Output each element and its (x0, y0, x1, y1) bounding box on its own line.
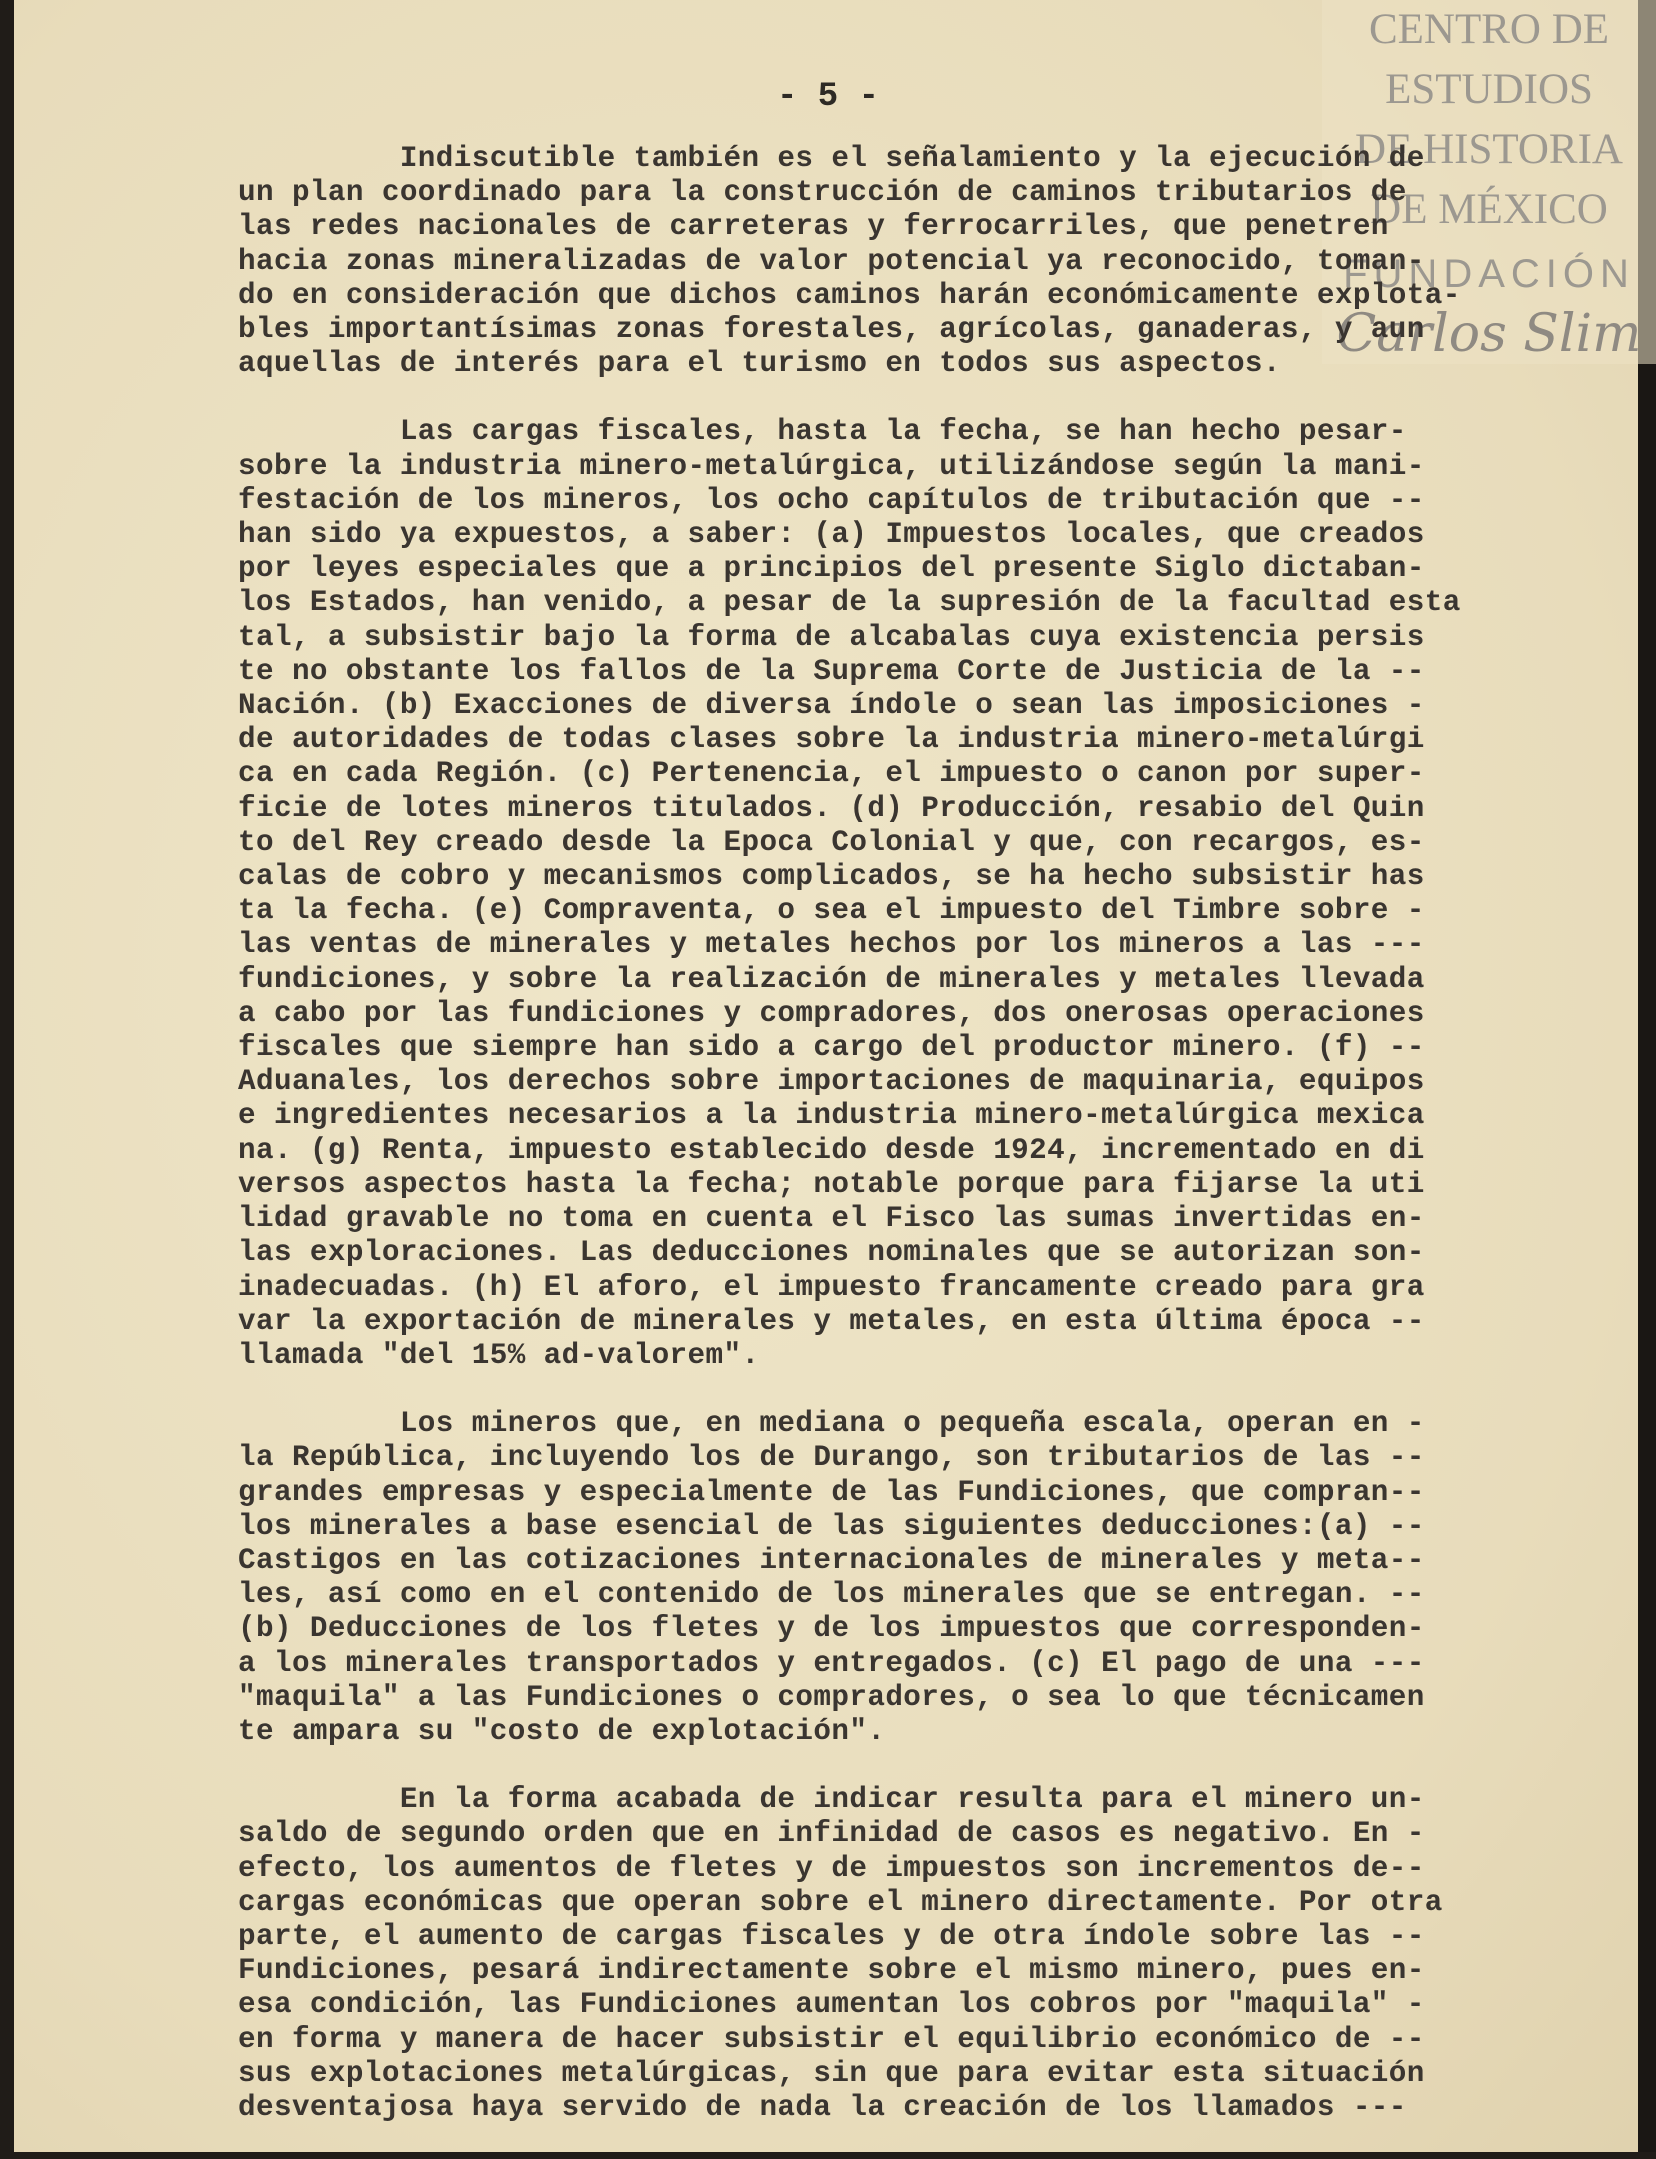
text-line: la República, incluyendo los de Durango, son tributarios de las -- (238, 1441, 1425, 1475)
text-line: versos aspectos hasta la fecha; notable porque para fijarse la uti (238, 1167, 1425, 1201)
text-line: (b) Deducciones de los fletes y de los impuestos que corresponden- (238, 1612, 1425, 1646)
text-line: tal, a subsistir bajo la forma de alcabalas cuya existencia persis (238, 620, 1425, 654)
text-line: na. (g) Renta, impuesto establecido desde 1924, incrementado en di (238, 1133, 1425, 1167)
page-number: - 5 - (776, 78, 880, 116)
text-line: las ventas de minerales y metales hechos por los mineros a las --- (238, 928, 1425, 962)
text-line: bles importantísimas zonas forestales, agrícolas, ganaderas, y aun (238, 313, 1425, 347)
text-line: a cabo por las fundiciones y compradores, dos onerosas operaciones (238, 996, 1425, 1030)
text-line: efecto, los aumentos de fletes y de impuestos son incrementos de-- (238, 1851, 1425, 1885)
text-line: var la exportación de minerales y metales, en esta última época -- (238, 1304, 1425, 1338)
text-line: te ampara su "costo de explotación". (238, 1714, 886, 1748)
text-line: Aduanales, los derechos sobre importaciones de maquinaria, equipos (238, 1065, 1425, 1099)
text-line: inadecuadas. (h) El aforo, el impuesto francamente creado para gra (238, 1270, 1425, 1304)
text-line: Nación. (b) Exacciones de diversa índole o sean las imposiciones - (238, 689, 1425, 723)
text-line: sobre la industria minero-metalúrgica, utilizándose según la mani- (238, 449, 1425, 483)
text-line: "maquila" a las Fundiciones o compradores, o sea lo que técnicamen (238, 1680, 1425, 1714)
paragraph (238, 415, 1536, 1373)
watermark-line: DE MÉXICO (1370, 186, 1608, 233)
text-line: to del Rey creado desde la Epoca Colonial y que, con recargos, es- (238, 825, 1425, 859)
watermark-line: CENTRO DE (1368, 6, 1610, 53)
watermark-line: DE HISTORIA (1355, 126, 1623, 173)
watermark-foundation: FUNDACIÓN (1343, 252, 1635, 296)
paragraph (238, 1407, 1536, 1749)
text-line: ta la fecha. (e) Compraventa, o sea el impuesto del Timbre sobre - (238, 894, 1425, 928)
text-line: e ingredientes necesarios a la industria minero-metalúrgica mexica (238, 1099, 1425, 1133)
text-line: do en consideración que dichos caminos harán económicamente explota- (238, 278, 1461, 312)
paragraph (238, 142, 1536, 381)
text-line: han sido ya expuestos, a saber: (a) Impuestos locales, que creados (238, 518, 1425, 552)
text-line: lidad gravable no toma en cuenta el Fisco las sumas invertidas en- (238, 1202, 1425, 1236)
document-body (238, 142, 1536, 2159)
text-line: parte, el aumento de cargas fiscales y de otra índole sobre las -- (238, 1919, 1425, 1953)
watermark-line: ESTUDIOS (1385, 66, 1593, 113)
text-line: las exploraciones. Las deducciones nominales que se autorizan son- (238, 1236, 1425, 1270)
text-line: les, así como en el contenido de los minerales que se entregan. -- (238, 1578, 1425, 1612)
text-line: aquellas de interés para el turismo en todos sus aspectos. (238, 347, 1281, 381)
text-line: a los minerales transportados y entregados. (c) El pago de una --- (238, 1646, 1425, 1680)
text-line: fundiciones, y sobre la realización de minerales y metales llevada (238, 962, 1425, 996)
text-line: en forma y manera de hacer subsistir el equilibrio económico de -- (238, 2022, 1425, 2056)
text-line: Los mineros que, en mediana o pequeña escala, operan en - (238, 1407, 1425, 1441)
text-line: los minerales a base esencial de las siguientes deducciones:(a) -- (238, 1509, 1425, 1543)
text-line: sus explotaciones metalúrgicas, sin que para evitar esta situación (238, 2056, 1425, 2090)
text-line: por leyes especiales que a principios del presente Siglo dictaban- (238, 552, 1425, 586)
text-line: ficie de lotes mineros titulados. (d) Producción, resabio del Quin (238, 791, 1425, 825)
text-line: Indiscutible también es el señalamiento y la ejecución de (238, 142, 1425, 175)
text-line: ca en cada Región. (c) Pertenencia, el impuesto o canon por super- (238, 757, 1425, 791)
text-line: esa condición, las Fundiciones aumentan los cobros por "maquila" - (238, 1988, 1425, 2022)
text-line: fiscales que siempre han sido a cargo del productor minero. (f) -- (238, 1031, 1425, 1065)
text-line: te no obstante los fallos de la Suprema Corte de Justicia de la -- (238, 654, 1425, 688)
text-line: Las cargas fiscales, hasta la fecha, se han hecho pesar- (238, 415, 1407, 449)
text-line: las redes nacionales de carreteras y ferrocarriles, que penetren (238, 210, 1389, 244)
text-line: Fundiciones, pesará indirectamente sobre el mismo minero, pues en- (238, 1954, 1425, 1988)
text-line: festación de los mineros, los ocho capítulos de tributación que -- (238, 483, 1425, 517)
text-line: Castigos en las cotizaciones internacionales de minerales y meta-- (238, 1543, 1425, 1577)
text-line: llamada "del 15% ad-valorem". (238, 1338, 760, 1372)
text-line: En la forma acabada de indicar resulta para el minero un- (238, 1783, 1425, 1817)
text-line: saldo de segundo orden que en infinidad de casos es negativo. En - (238, 1817, 1425, 1851)
text-line: cargas económicas que operan sobre el minero directamente. Por otra (238, 1885, 1443, 1919)
text-line: un plan coordinado para la construcción de caminos tributarios de (238, 176, 1407, 210)
watermark-signature: Carlos Slim (1336, 304, 1642, 364)
text-line: los Estados, han venido, a pesar de la supresión de la facultad esta (238, 586, 1461, 620)
text-line: grandes empresas y especialmente de las Fundiciones, que compran-- (238, 1475, 1425, 1509)
paragraph (238, 1783, 1536, 2125)
text-line: desventajosa haya servido de nada la creación de los llamados --- (238, 2090, 1407, 2124)
text-line: de autoridades de todas clases sobre la industria minero-metalúrgi (238, 723, 1425, 757)
text-line: calas de cobro y mecanismos complicados, se ha hecho subsistir has (238, 860, 1425, 894)
text-line: hacia zonas mineralizadas de valor potencial ya reconocido, toman- (238, 244, 1425, 278)
